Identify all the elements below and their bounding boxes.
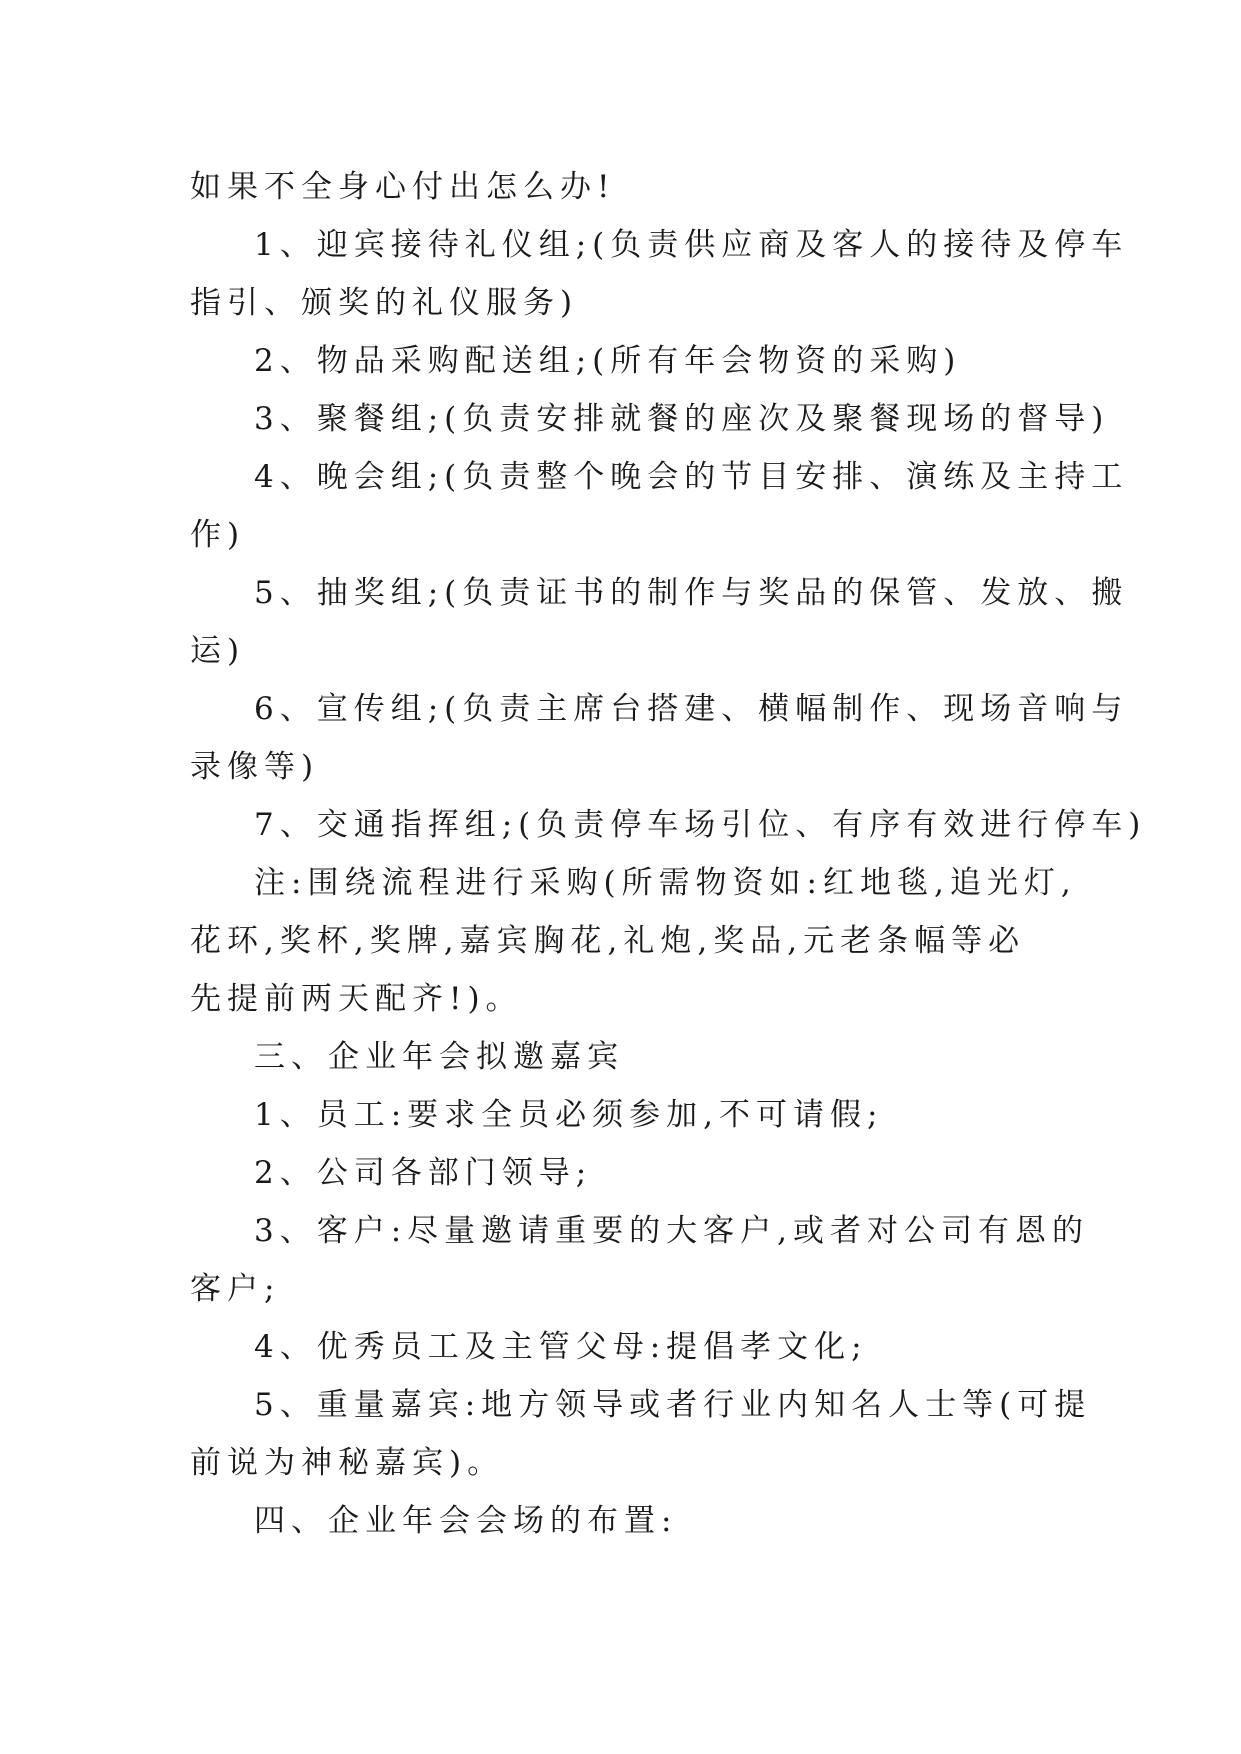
text-line: 2、物品采购配送组;(所有年会物资的采购) bbox=[254, 343, 962, 379]
section-heading: 四、企业年会会场的布置: bbox=[254, 1503, 678, 1539]
text-line: 3、客户:尽量邀请重要的大客户,或者对公司有恩的 bbox=[254, 1213, 1090, 1249]
text-line: 前说为神秘嘉宾)。 bbox=[190, 1445, 505, 1481]
text-line: 先提前两天配齐!)。 bbox=[190, 981, 523, 1017]
text-line: 4、优秀员工及主管父母:提倡孝文化; bbox=[254, 1329, 868, 1365]
text-line: 如果不全身心付出怎么办! bbox=[190, 169, 616, 205]
text-line: 录像等) bbox=[190, 749, 320, 785]
text-line: 6、宣传组;(负责主席台搭建、横幅制作、现场音响与 bbox=[254, 691, 1129, 727]
text-line: 1、员工:要求全员必须参加,不可请假; bbox=[254, 1097, 884, 1133]
text-line: 4、晚会组;(负责整个晚会的节目安排、演练及主持工 bbox=[254, 459, 1129, 495]
text-line: 作) bbox=[190, 517, 246, 553]
document-page bbox=[190, 158, 1147, 1550]
text-line: 5、抽奖组;(负责证书的制作与奖品的保管、发放、搬 bbox=[254, 575, 1129, 611]
text-line: 客户; bbox=[190, 1271, 281, 1307]
text-line: 1、迎宾接待礼仪组;(负责供应商及客人的接待及停车 bbox=[254, 227, 1129, 263]
text-line: 5、重量嘉宾:地方领导或者行业内知名人士等(可提 bbox=[254, 1387, 1092, 1423]
text-line: 花环,奖杯,奖牌,嘉宾胸花,礼炮,奖品,元老条幅等必 bbox=[190, 923, 1026, 959]
text-line: 7、交通指挥组;(负责停车场引位、有序有效进行停车) bbox=[254, 807, 1147, 843]
text-line: 3、聚餐组;(负责安排就餐的座次及聚餐现场的督导) bbox=[254, 401, 1110, 437]
text-line: 注:围绕流程进行采购(所需物资如:红地毯,追光灯, bbox=[254, 865, 1077, 901]
text-line: 2、公司各部门领导; bbox=[254, 1155, 593, 1191]
text-line: 运) bbox=[190, 633, 246, 669]
section-heading: 三、企业年会拟邀嘉宾 bbox=[254, 1039, 624, 1075]
text-line: 指引、颁奖的礼仪服务) bbox=[190, 285, 579, 321]
